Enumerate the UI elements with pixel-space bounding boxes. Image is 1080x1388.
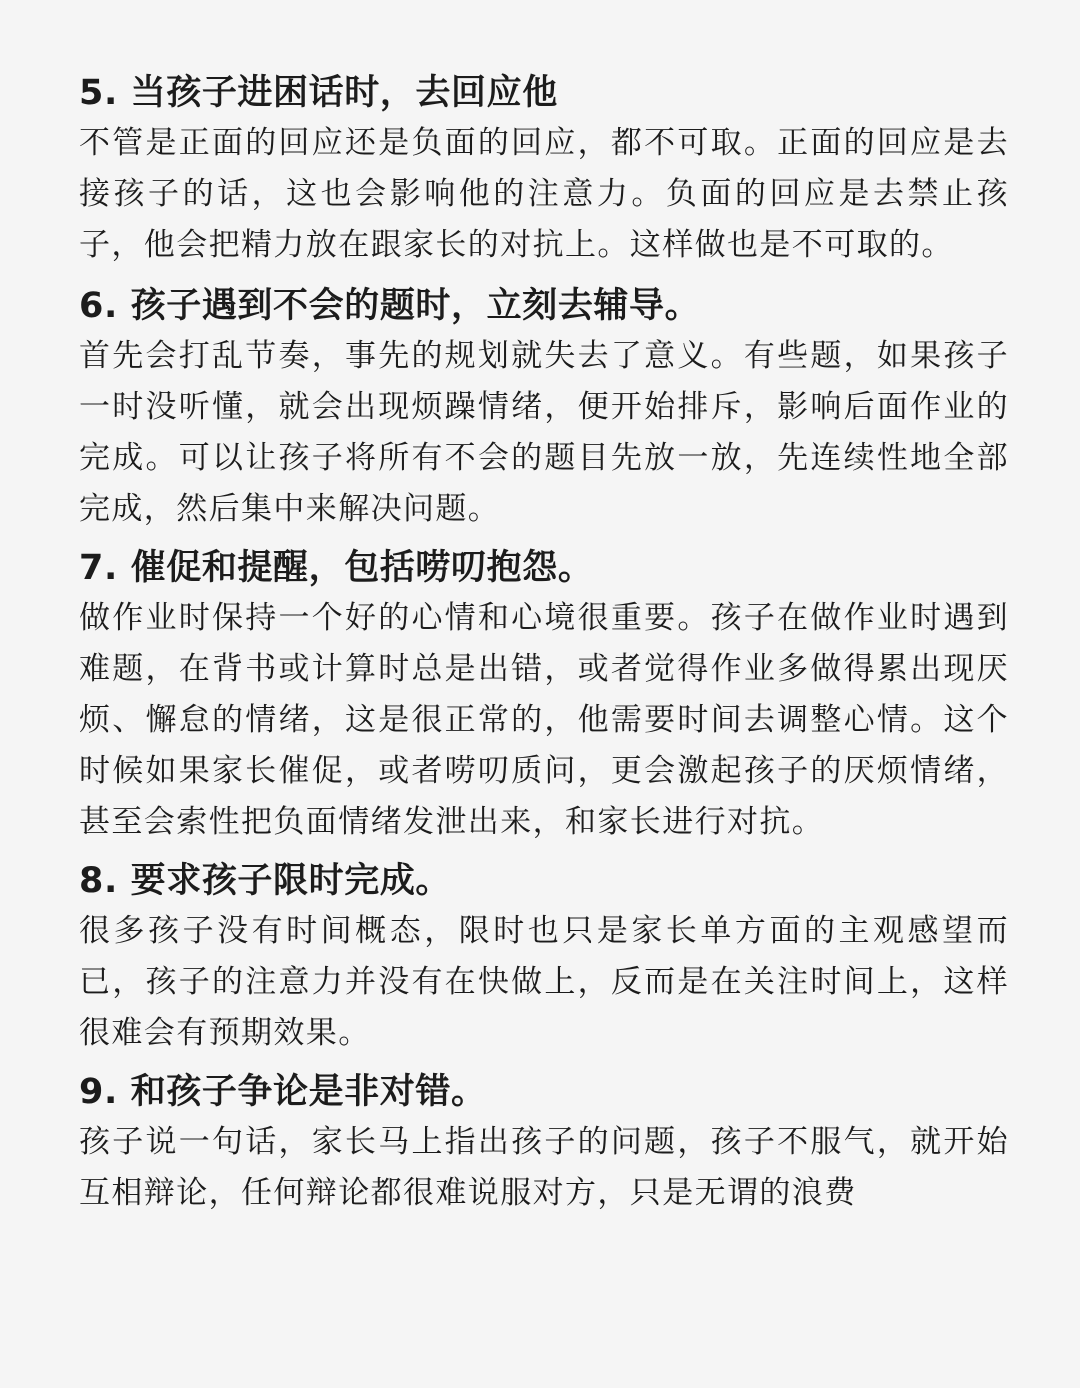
section-heading: 8. 要求孩子限时完成。 bbox=[79, 861, 452, 901]
section-9 bbox=[79, 1067, 1009, 1219]
section-8 bbox=[79, 856, 1009, 1059]
section-body: 做作业时保持一个好的心情和心境很重要。孩子在做作业时遇到难题，在背书或计算时总是出错，或者觉得作业多做得累出现厌烦、懈怠的情绪，这是很正常的，他需要时间去调整心情。这个时候如果家长催促，或者唠叨质问，更会激起孩子的厌烦情绪，甚至会索性把负面情绪发泄出来，和家长进行对抗。 bbox=[79, 600, 1009, 840]
section-6 bbox=[79, 281, 1009, 535]
section-7 bbox=[79, 543, 1009, 848]
section-5 bbox=[79, 68, 1009, 271]
section-heading: 7. 催促和提醒，包括唠叨抱怨。 bbox=[79, 548, 594, 588]
section-heading: 5. 当孩子进困话时，去回应他 bbox=[79, 73, 558, 113]
section-heading: 9. 和孩子争论是非对错。 bbox=[79, 1072, 487, 1112]
section-body: 首先会打乱节奏，事先的规划就失去了意义。有些题，如果孩子一时没听懂，就会出现烦躁情绪，便开始排斥，影响后面作业的完成。可以让孩子将所有不会的题目先放一放，先连续性地全部完成，然后集中来解决问题。 bbox=[79, 338, 1009, 527]
section-body: 很多孩子没有时间概态，限时也只是家长单方面的主观感望而已，孩子的注意力并没有在快做上，反而是在关注时间上，这样很难会有预期效果。 bbox=[79, 913, 1009, 1051]
section-heading: 6. 孩子遇到不会的题时，立刻去辅导。 bbox=[79, 286, 701, 326]
article-page bbox=[79, 68, 1009, 1227]
section-body: 不管是正面的回应还是负面的回应，都不可取。正面的回应是去接孩子的话，这也会影响他的注意力。负面的回应是去禁止孩子，他会把精力放在跟家长的对抗上。这样做也是不可取的。 bbox=[79, 125, 1009, 263]
section-body: 孩子说一句话，家长马上指出孩子的问题，孩子不服气，就开始互相辩论，任何辩论都很难说服对方，只是无谓的浪费 bbox=[79, 1124, 1009, 1211]
